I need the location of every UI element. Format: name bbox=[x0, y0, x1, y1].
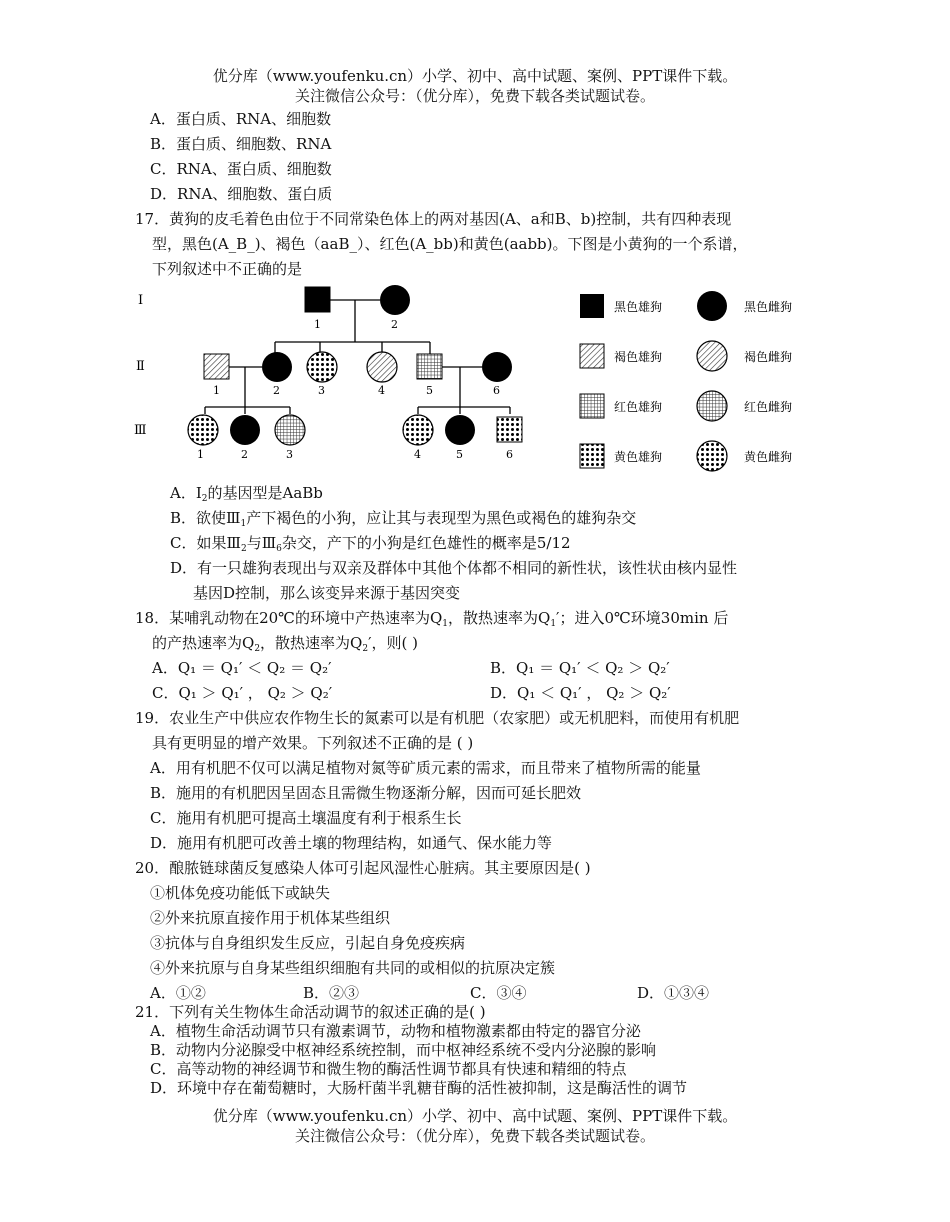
q19-option-b: B．施用的有机肥因呈固态且需微生物逐渐分解，因而可延长肥效 bbox=[150, 784, 582, 802]
footer-line-2: 关注微信公众号：（优分库），免费下载各类试题试卷。 bbox=[294, 1127, 655, 1145]
gen1-individual-1 bbox=[305, 287, 330, 312]
gen3-num-1: 1 bbox=[197, 448, 204, 461]
pedigree-lines bbox=[205, 300, 510, 414]
legend-label-black-female: 黑色雌狗 bbox=[744, 300, 793, 314]
gen3-individual-3 bbox=[275, 415, 305, 445]
q17-stem-1: 17．黄狗的皮毛着色由位于不同常染色体上的两对基因(A、a和B、b)控制，共有四种表现 bbox=[135, 210, 732, 228]
q20-stem: 20．酿脓链球菌反复感染人体可引起风湿性心脏病。其主要原因是( ) bbox=[135, 859, 591, 877]
gen1-num-2: 2 bbox=[391, 318, 398, 331]
q21-option-c: C．高等动物的神经调节和微生物的酶活性调节都具有快速和精细的特点 bbox=[150, 1060, 627, 1078]
gen3-individual-1 bbox=[188, 415, 218, 445]
q20-option-d: D．①③④ bbox=[637, 984, 710, 1002]
gen2-individual-1 bbox=[204, 354, 229, 379]
gen3-num-3: 3 bbox=[286, 448, 293, 461]
gen-label-3: Ⅲ bbox=[134, 423, 147, 438]
footer-line-1: 优分库（www.youfenku.cn）小学、初中、高中试题、案例、PPT课件下载。 bbox=[212, 1107, 738, 1125]
q17-option-b: B．欲使$Ⅲ_1$产下褐色的小狗，应让其与表现型为黑色或褐色的雄狗杂交 bbox=[170, 509, 637, 529]
q18-stem-1: 18．某哺乳动物在20℃的环境中产热速率为$Q_1$，散热速率为$Q_1'$；进入0℃环境30min 后 bbox=[135, 609, 729, 629]
gen1-individual-2 bbox=[380, 285, 410, 315]
q18-option-d: D．Q₁ ＜ Q₁′ ， Q₂ ＞ Q₂′ bbox=[490, 684, 671, 702]
q16-option-d: D．RNA、细胞数、蛋白质 bbox=[150, 185, 333, 203]
gen2-individual-2 bbox=[262, 352, 292, 382]
legend-symbol-yellow-male bbox=[580, 444, 604, 468]
q19-stem-2: 具有更明显的增产效果。下列叙述不正确的是 ( ) bbox=[152, 734, 474, 752]
q18-stem-2: 的产热速率为$Q_2$，散热速率为$Q_2'$，则( ) bbox=[152, 634, 418, 654]
q20-item-1: ①机体免疫功能低下或缺失 bbox=[150, 884, 331, 902]
pedigree-diagram bbox=[130, 282, 820, 472]
header-line-1: 优分库（www.youfenku.cn）小学、初中、高中试题、案例、PPT课件下载。 bbox=[212, 67, 738, 85]
gen2-individual-5 bbox=[417, 354, 442, 379]
q21-stem: 21．下列有关生物体生命活动调节的叙述正确的是( ) bbox=[135, 1003, 486, 1021]
q21-option-d: D．环境中存在葡萄糖时，大肠杆菌半乳糖苷酶的活性被抑制，这是酶活性的调节 bbox=[150, 1079, 688, 1097]
header-line-2: 关注微信公众号：（优分库），免费下载各类试题试卷。 bbox=[294, 87, 655, 105]
legend-symbol-black-male bbox=[580, 294, 604, 318]
legend-label-black-male: 黑色雄狗 bbox=[614, 300, 663, 314]
q16-option-c: C．RNA、蛋白质、细胞数 bbox=[150, 160, 332, 178]
legend-symbol-red-male bbox=[580, 394, 604, 418]
gen3-individual-5 bbox=[445, 415, 475, 445]
q17-option-d-line2: 基因D控制，那么该变异来源于基因突变 bbox=[193, 584, 461, 602]
gen2-num-3: 3 bbox=[318, 384, 325, 397]
legend-label-brown-female: 褐色雌狗 bbox=[744, 350, 793, 364]
legend-label-brown-male: 褐色雄狗 bbox=[614, 350, 663, 364]
q20-item-3: ③抗体与自身组织发生反应，引起自身免疫疾病 bbox=[150, 934, 466, 952]
gen3-individual-2 bbox=[230, 415, 260, 445]
gen1-num-1: 1 bbox=[314, 318, 321, 331]
q18-option-b: B．Q₁ ＝ Q₁′ ＜ Q₂ ＞ Q₂′ bbox=[490, 659, 670, 677]
q19-stem-1: 19．农业生产中供应农作物生长的氮素可以是有机肥（农家肥）或无机肥料，而使用有机肥 bbox=[135, 709, 740, 727]
gen2-num-1: 1 bbox=[213, 384, 220, 397]
legend-label-yellow-male: 黄色雄狗 bbox=[614, 450, 663, 464]
legend-label-red-male: 红色雄狗 bbox=[614, 400, 663, 414]
gen3-individual-4 bbox=[403, 415, 433, 445]
q17-option-d-line1: D．有一只雄狗表现出与双亲及群体中其他个体都不相同的新性状，该性状由核内显性 bbox=[170, 559, 738, 577]
gen3-num-4: 4 bbox=[414, 448, 421, 461]
q19-option-a: A．用有机肥不仅可以满足植物对氮等矿质元素的需求，而且带来了植物所需的能量 bbox=[150, 759, 701, 777]
legend-symbol-brown-female bbox=[697, 341, 727, 371]
q21-option-b: B．动物内分泌腺受中枢神经系统控制，而中枢神经系统不受内分泌腺的影响 bbox=[150, 1041, 657, 1059]
legend-symbol-brown-male bbox=[580, 344, 604, 368]
gen2-num-4: 4 bbox=[378, 384, 385, 397]
q21-option-a: A．植物生命活动调节只有激素调节，动物和植物激素都由特定的器官分泌 bbox=[150, 1022, 641, 1040]
legend-label-yellow-female: 黄色雌狗 bbox=[744, 450, 793, 464]
q20-item-4: ④外来抗原与自身某些组织细胞有共同的或相似的抗原决定簇 bbox=[150, 959, 556, 977]
gen2-individual-4 bbox=[367, 352, 397, 382]
gen3-num-6: 6 bbox=[506, 448, 513, 461]
legend-symbol-black-female bbox=[697, 291, 727, 321]
gen-label-2: Ⅱ bbox=[136, 359, 145, 374]
q16-option-b: B．蛋白质、细胞数、RNA bbox=[150, 135, 332, 153]
gen-label-1: Ⅰ bbox=[138, 293, 144, 308]
q18-option-c: C．Q₁ ＞ Q₁′ ， Q₂ ＞ Q₂′ bbox=[152, 684, 333, 702]
gen2-individual-3 bbox=[307, 352, 337, 382]
gen3-num-2: 2 bbox=[241, 448, 248, 461]
q20-option-b: B．②③ bbox=[303, 984, 360, 1002]
legend-symbol-red-female bbox=[697, 391, 727, 421]
q16-option-a: A．蛋白质、RNA、细胞数 bbox=[150, 110, 332, 128]
q17-stem-3: 下列叙述中不正确的是 bbox=[152, 260, 303, 278]
q20-option-a: A．①② bbox=[150, 984, 206, 1002]
q20-item-2: ②外来抗原直接作用于机体某些组织 bbox=[150, 909, 391, 927]
q20-option-c: C．③④ bbox=[470, 984, 527, 1002]
q17-option-a: A．$Ⅰ_2$的基因型是AaBb bbox=[170, 484, 323, 504]
q17-option-c: C．如果$Ⅲ_2$与$Ⅲ_6$杂交，产下的小狗是红色雄性的概率是5/12 bbox=[170, 534, 571, 554]
gen2-num-5: 5 bbox=[426, 384, 433, 397]
gen3-num-5: 5 bbox=[456, 448, 463, 461]
gen2-num-6: 6 bbox=[493, 384, 500, 397]
q19-option-c: C．施用有机肥可提高土壤温度有利于根系生长 bbox=[150, 809, 462, 827]
q19-option-d: D．施用有机肥可改善土壤的物理结构，如通气、保水能力等 bbox=[150, 834, 553, 852]
q17-stem-2: 型，黑色(A_B_)、褐色（aaB_）、红色(A_bb)和黄色(aabb)。下图是小黄狗的一个系谱， bbox=[152, 235, 748, 253]
gen2-individual-6 bbox=[482, 352, 512, 382]
legend-symbol-yellow-female bbox=[697, 441, 727, 471]
gen3-individual-6 bbox=[497, 417, 522, 442]
gen2-num-2: 2 bbox=[273, 384, 280, 397]
q18-option-a: A．Q₁ ＝ Q₁′ ＜ Q₂ ＝ Q₂′ bbox=[152, 659, 332, 677]
legend-label-red-female: 红色雌狗 bbox=[744, 400, 793, 414]
